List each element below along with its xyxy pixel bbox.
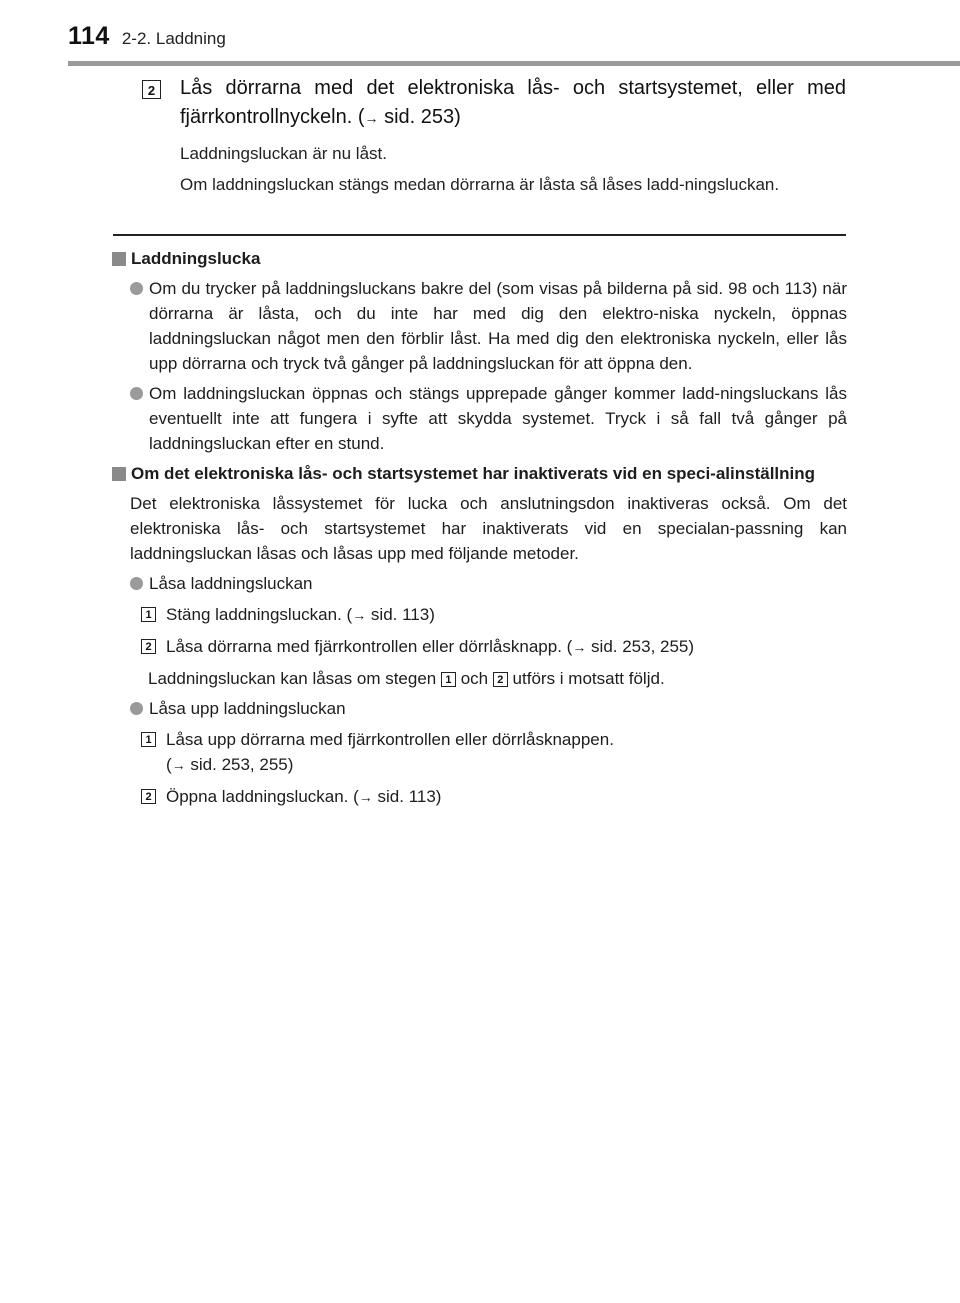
- procedure-step: 2 Låsa dörrarna med fjärrkontrollen eller dörrlåsknapp. (→ sid. 253, 255): [141, 634, 847, 660]
- info-content: [112, 246, 847, 810]
- arrow-right-icon: →: [171, 757, 186, 773]
- arrow-right-icon: →: [352, 607, 367, 623]
- page-header: [68, 22, 226, 58]
- step-number-box: 1: [441, 672, 456, 687]
- arrow-right-icon: →: [358, 789, 373, 805]
- arrow-right-icon: →: [364, 110, 379, 126]
- procedure-step: 1 Låsa upp dörrarna med fjärrkontrollen eller dörrlåsknappen. (→ sid. 253, 255): [141, 727, 847, 778]
- page-reference: sid. 113): [366, 605, 435, 624]
- page-reference: sid. 253, 255): [185, 755, 294, 774]
- section-title: 2-2. Laddning: [121, 29, 226, 48]
- top-step: [140, 74, 846, 197]
- list-item: Låsa laddningsluckan: [130, 571, 847, 596]
- step-number-box: 2: [141, 639, 156, 654]
- circle-bullet-icon: [130, 282, 143, 295]
- page-number: 114: [68, 22, 110, 50]
- page-reference: sid. 253, 255): [586, 637, 695, 656]
- square-bullet-icon: [112, 467, 126, 481]
- page-reference: sid. 253): [378, 106, 461, 128]
- list-item: Låsa upp laddningsluckan: [130, 696, 847, 721]
- section-paragraph: Det elektroniska låssystemet för lucka och anslutningsdon inaktiveras också. Om det elektroniska lås- och startsystemet har inaktiverats vid en specialan-passning kan laddningsluckan låsas och låsas upp med följande metoder.: [130, 494, 847, 563]
- step-note: Laddningsluckan är nu låst.: [180, 144, 387, 163]
- procedure-step: 2 Öppna laddningsluckan. (→ sid. 113): [141, 784, 847, 810]
- step-number-box: 1: [141, 607, 156, 622]
- step-number-box: 2: [142, 80, 161, 99]
- step-instruction: Lås dörrarna med det elektroniska lås- och startsystemet, eller med fjärrkontrollnyckeln. (→ sid. 253): [180, 77, 846, 128]
- list-item: Om du trycker på laddningsluckans bakre del (som visas på bilderna på sid. 98 och 113) när dörrarna är låsta, och du inte har med dig den elektro-niska nyckeln, öppnas laddningsluckan något men den förblir låst. Ha med dig den elektroniska nyckeln, eller lås upp dörrarna och tryck två gånger på laddningsluckan för att öppna den.: [130, 276, 847, 376]
- page-reference: sid. 113): [372, 787, 442, 806]
- step-number-box: 2: [141, 789, 156, 804]
- arrow-right-icon: →: [572, 639, 587, 655]
- step-note: Laddningsluckan kan låsas om stegen 1 och 2 utförs i motsatt följd.: [148, 669, 665, 688]
- circle-bullet-icon: [130, 577, 143, 590]
- step-note: Om laddningsluckan stängs medan dörrarna är låsta så låses ladd-ningsluckan.: [180, 175, 780, 194]
- header-rule: [68, 61, 960, 66]
- list-item: Om laddningsluckan öppnas och stängs upprepade gånger kommer ladd-ningsluckans lås eventuellt inte att fungera i syfte att skydda systemet. Tryck i så fall två gånger på laddningsluckan efter en stund.: [130, 381, 847, 456]
- circle-bullet-icon: [130, 702, 143, 715]
- circle-bullet-icon: [130, 387, 143, 400]
- section-heading: Laddningslucka: [112, 246, 847, 271]
- step-number-box: 1: [141, 732, 156, 747]
- step-number-box: 2: [493, 672, 508, 687]
- procedure-step: 1 Stäng laddningsluckan. (→ sid. 113): [141, 602, 847, 628]
- section-divider: [113, 234, 846, 236]
- section-heading: Om det elektroniska lås- och startsystemet har inaktiverats vid en speci-alinställning: [112, 461, 847, 486]
- square-bullet-icon: [112, 252, 126, 266]
